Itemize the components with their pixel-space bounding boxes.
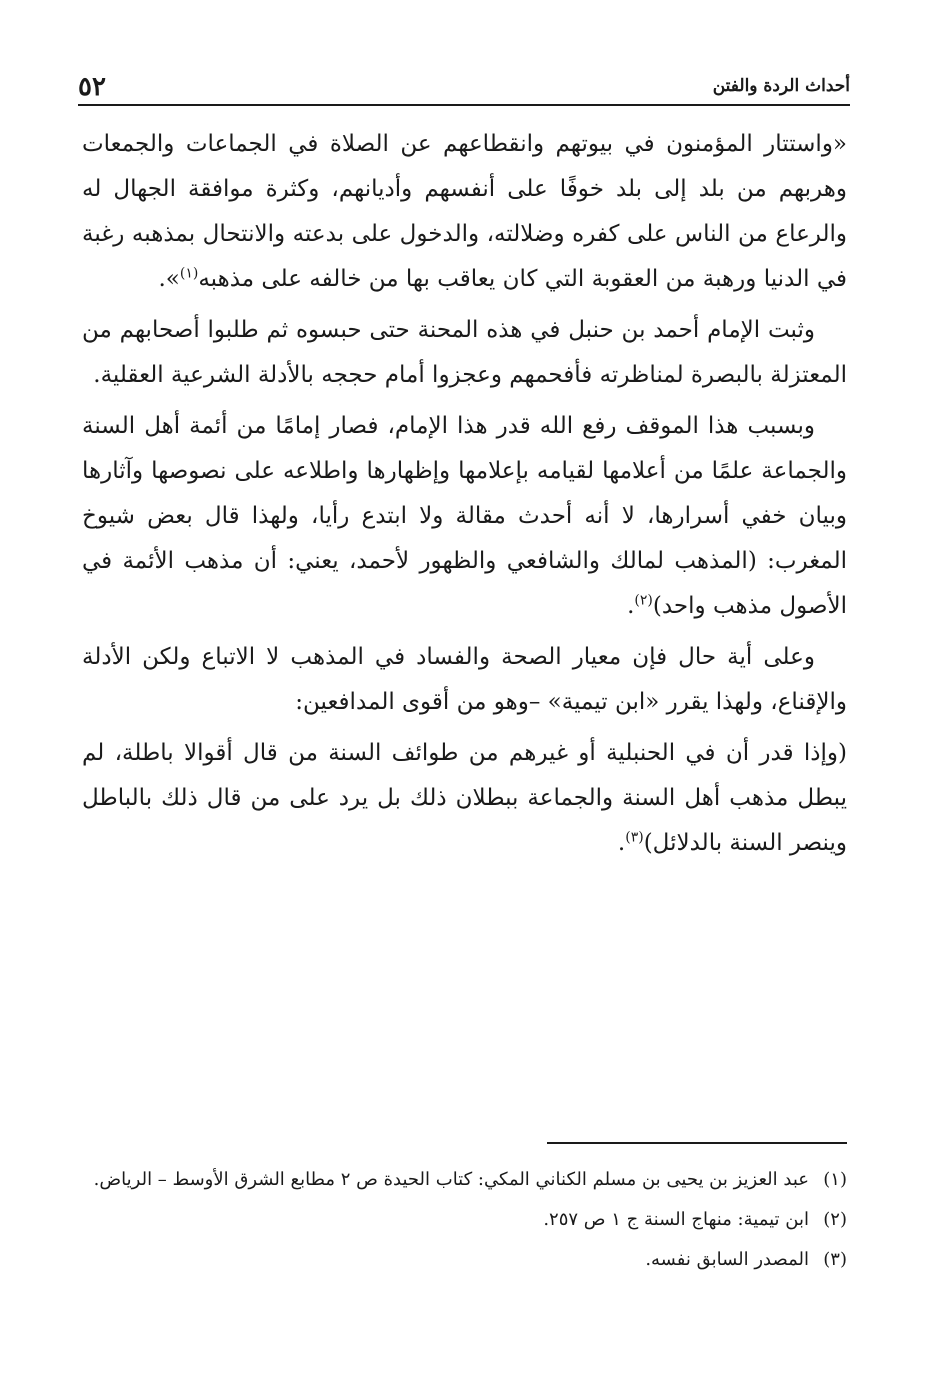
footnote-3 bbox=[80, 1242, 847, 1278]
footnote-text: ابن تيمية: منهاج السنة ج ١ ص ٢٥٧. bbox=[543, 1209, 809, 1230]
paragraph-2: وثبت الإمام أحمد بن حنبل في هذه المحنة حتى حبسوه ثم طلبوا أصحابهم من المعتزلة بالبصرة لمناظرته فأفحمهم وعجزوا أمام حججه بالأدلة الشرعية العقلية. bbox=[82, 317, 847, 388]
footnote-ref-3: (٣) bbox=[625, 829, 644, 846]
footnote-text: المصدر السابق نفسه. bbox=[645, 1249, 809, 1270]
paragraph-4: وعلى أية حال فإن معيار الصحة والفساد في المذهب لا الاتباع ولكن الأدلة والإقناع، ولهذا يقرر «ابن تيمية» –وهو من أقوى المدافعين: bbox=[82, 644, 847, 715]
footnote-text: عبد العزيز بن يحيى بن مسلم الكناني المكي: كتاب الحيدة ص ٢ مطابع الشرق الأوسط – الرياض. bbox=[93, 1169, 809, 1190]
page-number: ٥٢ bbox=[78, 72, 106, 102]
footnote-1 bbox=[80, 1162, 847, 1198]
paragraph-3: وبسبب هذا الموقف رفع الله قدر هذا الإمام، فصار إمامًا من أئمة أهل السنة والجماعة علمًا من أعلامها لقيامه بإعلامها وإظهارها واطلاعه على نصوصها وآثارها وبيان خفي أسرارها، لا أنه أحدث مقالة ولا ابتدع رأيا، ولهذا قال بعض شيوخ المغرب: (المذهب لمالك والشافعي والظهور لأحمد، يعني: أن مذهب الأئمة في الأصول مذهب واحد)$^{(٢)}$. bbox=[82, 413, 847, 619]
footnote-number: (٣) bbox=[823, 1249, 847, 1270]
footnote-ref-1: (١) bbox=[179, 265, 199, 282]
footnote-separator bbox=[547, 1142, 847, 1144]
footnotes bbox=[80, 1162, 847, 1282]
page-header bbox=[78, 70, 850, 106]
paragraph-quote-2: (وإذا قدر أن في الحنبلية أو غيرهم من طوائف السنة من قال أقوالا باطلة، لم يبطل مذهب أهل السنة والجماعة ببطلان ذلك بل يرد على من قال ذلك بالباطل وينصر السنة بالدلائل)$^{(٣)}$. bbox=[82, 740, 847, 856]
paragraph-quote-1: «واستتار المؤمنون في بيوتهم وانقطاعهم عن الصلاة في الجماعات والجمعات وهربهم من بلد إلى بلد خوفًا على أنفسهم وأديانهم، وكثرة موافقة الجهال له والرعاع من الناس على كفره وضلالته، والدخول على بدعته والانتحال بمذهبه رغبة في الدنيا ورهبة من العقوبة التي كان يعاقب بها من خالفه على مذهبه$^{(١)}$». bbox=[82, 131, 847, 292]
footnote-number: (١) bbox=[823, 1169, 847, 1190]
footnote-number: (٢) bbox=[823, 1209, 847, 1230]
main-text bbox=[82, 122, 847, 872]
footnote-ref-2: (٢) bbox=[634, 592, 653, 609]
footnote-2 bbox=[80, 1202, 847, 1238]
running-title: أحداث الردة والفتن bbox=[712, 76, 850, 96]
